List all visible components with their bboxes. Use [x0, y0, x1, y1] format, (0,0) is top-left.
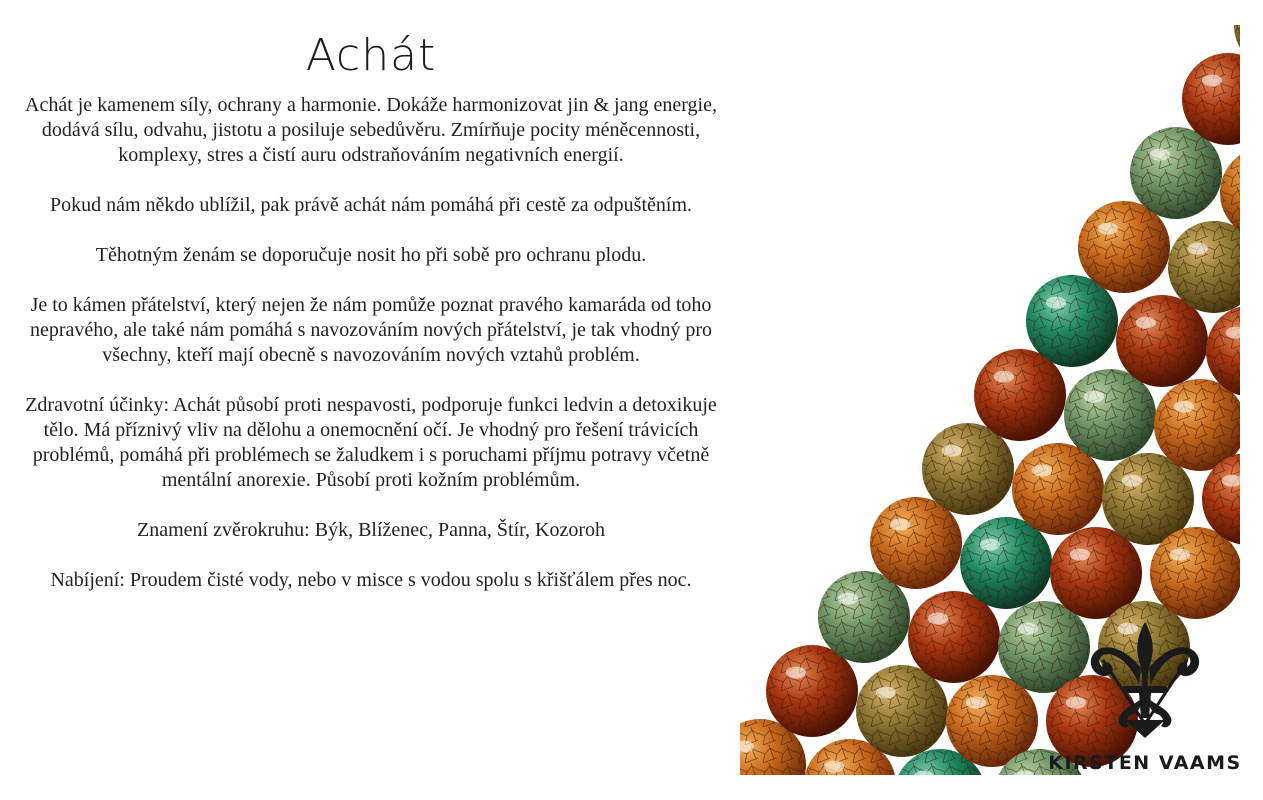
bead-highlight	[1070, 549, 1090, 561]
bead-crackle	[960, 517, 1052, 609]
bead-crackle	[1012, 443, 1104, 535]
brand-logo	[1045, 620, 1245, 780]
bead-crackle	[1116, 295, 1208, 387]
bead-highlight	[1098, 223, 1118, 235]
forgiveness-paragraph: Pokud nám někdo ublížil, pak právě achát nám pomáhá při cestě za odpuštěním.	[49, 193, 693, 216]
charging-paragraph: Nabíjení: Proudem čisté vody, nebo v misce s vodou spolu s křišťálem přes noc.	[50, 568, 692, 591]
bead-highlight	[1032, 465, 1052, 477]
bead-highlight	[786, 667, 806, 679]
bead-highlight	[942, 445, 962, 457]
bead-highlight	[824, 761, 844, 773]
bead-highlight	[876, 687, 896, 699]
bead-crackle	[1150, 527, 1240, 619]
bead-crackle	[1078, 201, 1170, 293]
bead-highlight	[1170, 549, 1190, 561]
bead-crackle	[908, 591, 1000, 683]
bead-highlight	[966, 697, 986, 709]
bead-highlight	[1084, 391, 1104, 403]
bead-crackle	[1064, 369, 1156, 461]
bead-highlight	[1046, 297, 1066, 309]
pregnancy-paragraph: Těhotným ženám se doporučuje nosit ho při sobě pro ochranu plodu.	[95, 243, 647, 266]
bead-highlight	[1188, 243, 1208, 255]
bead-highlight	[838, 593, 858, 605]
bead-highlight	[928, 613, 948, 625]
friendship-paragraph: Je to kámen přátelství, který nejen že nám pomůže poznat pravého kamaráda od toho nepravého, ale také nám pomáhá s navozováním nových přátelství, je tak vhodný pro všechny, kteří mají obecně s navozováním nových vztahů problém.	[29, 293, 712, 366]
bead-highlight	[1150, 149, 1170, 161]
zodiac-paragraph: Znamení zvěrokruhu: Býk, Blíženec, Panna, Štír, Kozoroh	[137, 518, 605, 541]
bead-highlight	[1018, 623, 1038, 635]
bead-crackle	[856, 665, 948, 757]
bead-crackle	[922, 423, 1014, 515]
bead-crackle	[1026, 275, 1118, 367]
bead-crackle	[1130, 127, 1222, 219]
bead-highlight	[994, 371, 1014, 383]
description-paragraph: Achát je kamenem síly, ochrany a harmonie. Dokáže harmonizovat jin & jang energie, dodává sílu, odvahu, jistotu a posiluje sebedůvěru. Zmírňuje pocity méněcennosti, komplexy, stres a čistí auru odstraňováním negativních energií.	[25, 93, 717, 166]
health-paragraph: Zdravotní účinky: Achát působí proti nespavosti, podporuje funkci ledvin a detoxikuje tělo. Má příznivý vliv na dělohu a onemocnění očí. Je vhodný pro řešení trávicích problémů, pomáhá při problémech se žaludkem i s poruchami příjmu potravy včetně mentální anorexie. Působí proti kožním problémům.	[25, 393, 717, 491]
bead-highlight	[1202, 75, 1222, 87]
bead-highlight	[890, 519, 910, 531]
bead-crackle	[870, 497, 962, 589]
page-title: Achát	[305, 30, 437, 81]
bead-highlight	[1122, 475, 1142, 487]
fleur-de-lis-icon	[1045, 620, 1245, 740]
brand-name: KIRSTEN VAAMS	[1048, 752, 1242, 774]
bead-highlight	[980, 539, 1000, 551]
bead-crackle	[974, 349, 1066, 441]
bead-crackle	[766, 645, 858, 737]
text-column	[8, 30, 734, 618]
bead-highlight	[1136, 317, 1156, 329]
bead-crackle	[818, 571, 910, 663]
bead-highlight	[1174, 401, 1194, 413]
